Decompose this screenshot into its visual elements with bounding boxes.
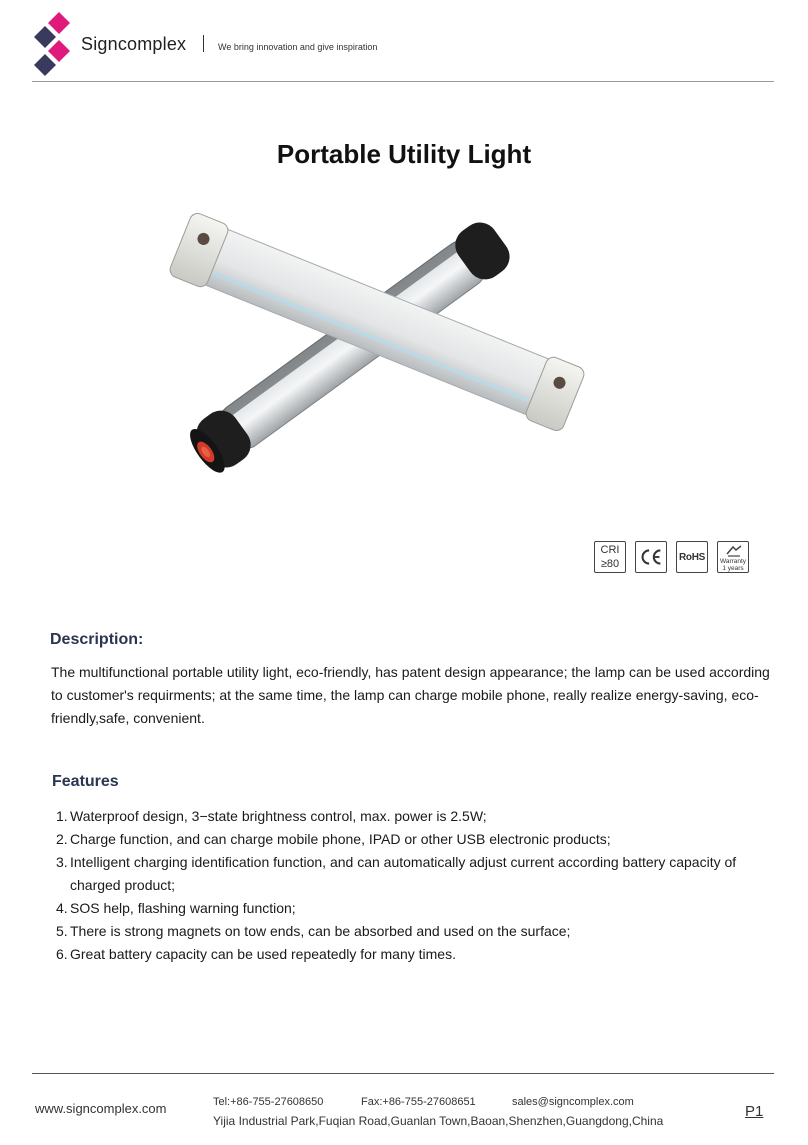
cri-badge: [594, 541, 626, 573]
website-link[interactable]: www.signcomplex.com: [35, 1101, 167, 1116]
warranty-badge: [717, 541, 749, 573]
list-item: [56, 943, 756, 966]
list-item-text: Intelligent charging identification function, and can automatically adjust current according battery capacity of charged product;: [70, 854, 737, 893]
ce-badge: [635, 541, 667, 573]
features-heading: Features: [52, 773, 119, 790]
description-body: The multifunctional portable utility light, eco-friendly, has patent design appearance; the lamp can be used according to customer's requirments; at the same time, the lamp can charge mobile phone, really realize energy-saving, eco-friendly,safe, convenient.: [51, 664, 770, 726]
features-list: [56, 805, 756, 966]
brand-tagline: We bring innovation and give inspiration: [218, 42, 378, 52]
list-item-text: Waterproof design, 3−state brightness control, max. power is 2.5W;: [70, 808, 487, 824]
list-item: [56, 920, 756, 943]
header-rule: [32, 81, 774, 82]
list-item-text: SOS help, flashing warning function;: [70, 900, 296, 916]
signcomplex-logo: [32, 12, 72, 78]
footer-address: Yijia Industrial Park,Fuqian Road,Guanlan Town,Baoan,Shenzhen,Guangdong,China: [213, 1114, 664, 1128]
rohs-label: RoHS: [678, 552, 706, 563]
list-item-number: 5.: [56, 923, 68, 939]
description-heading: Description:: [50, 631, 144, 648]
rohs-badge: [676, 541, 708, 573]
cri-label: CRI: [600, 544, 620, 556]
brand-divider: [203, 35, 204, 52]
warranty-period: 1 years: [722, 565, 744, 572]
page-number: P1: [745, 1103, 764, 1120]
list-item-number: 6.: [56, 946, 68, 962]
list-item-number: 1.: [56, 808, 68, 824]
list-item: [56, 897, 756, 920]
cri-value: ≥80: [600, 558, 620, 570]
list-item-number: 2.: [56, 831, 68, 847]
list-item-text: Great battery capacity can be used repeatedly for many times.: [70, 946, 456, 962]
ce-mark-icon: [636, 545, 666, 569]
list-item: [56, 805, 756, 828]
warranty-label: Warranty: [719, 558, 747, 565]
list-item-text: Charge function, and can charge mobile phone, IPAD or other USB electronic products;: [70, 831, 611, 847]
certification-badges: [594, 541, 749, 573]
email-link[interactable]: sales@signcomplex.com: [512, 1096, 634, 1108]
list-item-number: 4.: [56, 900, 68, 916]
footer-fax: Fax:+86-755-27608651: [361, 1096, 476, 1108]
footer-rule: [32, 1073, 774, 1074]
footer-telephone: Tel:+86-755-27608650: [213, 1096, 324, 1108]
brand-name: Signcomplex: [81, 34, 187, 54]
product-image: [115, 200, 585, 490]
page-title: Portable Utility Light: [276, 139, 532, 169]
list-item-number: 3.: [56, 854, 68, 870]
list-item-text: There is strong magnets on tow ends, can be absorbed and used on the surface;: [70, 923, 571, 939]
list-item: [56, 828, 756, 851]
warranty-icon: [724, 544, 744, 558]
list-item: [56, 851, 756, 897]
